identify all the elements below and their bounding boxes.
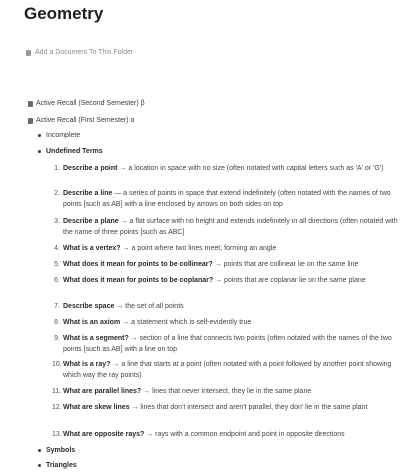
list-item-text <box>63 188 407 210</box>
list-item-text <box>63 243 276 254</box>
answer-text: → rays with a common endpoint and point in opposite directions <box>144 431 345 438</box>
list-item-text <box>63 429 345 440</box>
question-text: What are parallel lines? <box>63 388 142 395</box>
list-item-number: 9. <box>54 335 60 342</box>
list-item-text <box>63 359 407 381</box>
list-item <box>52 402 407 413</box>
tree-item-triangles[interactable] <box>38 461 77 470</box>
answer-text: → a point where two lines meet, forming an angle <box>120 245 277 252</box>
bullet-icon <box>38 134 41 137</box>
page-title: Geometry <box>24 4 104 23</box>
bullet-icon <box>38 150 41 153</box>
question-text: What is a vertex? <box>63 245 121 252</box>
list-item <box>52 429 407 440</box>
list-item-number: 7. <box>54 303 60 310</box>
question-text: Describe a line <box>63 190 113 197</box>
document-icon <box>28 101 33 107</box>
tree-item-label: Undefined Terms <box>46 148 103 155</box>
list-item-number: 1. <box>54 165 60 172</box>
bullet-icon <box>38 464 41 467</box>
list-item <box>52 386 407 397</box>
list-item <box>52 216 407 238</box>
list-item <box>52 333 407 355</box>
list-item-number: 12. <box>52 404 62 411</box>
answer-text: → a statement which is self-evidently true <box>120 319 252 326</box>
question-text: What does it mean for points to be collinear? <box>63 261 213 268</box>
answer-text: → a flat surface with no height and extends indefinitely in all directions (often notated with the name of three points [such as ABC] <box>63 218 398 236</box>
tree-item-label: Triangles <box>46 462 77 469</box>
question-text: What is a ray? <box>63 361 111 368</box>
list-item-text <box>63 275 366 286</box>
answer-text: → the set of all points <box>114 303 184 310</box>
tree-item-label: Incomplete <box>46 132 81 139</box>
list-item-number: 4. <box>54 245 60 252</box>
list-item-number: 11. <box>52 388 62 395</box>
bullet-icon <box>38 449 41 452</box>
tree-item-symbols[interactable] <box>38 446 75 455</box>
list-item-number: 8. <box>54 319 60 326</box>
question-text: Describe a point <box>63 165 118 172</box>
question-text: Describe a plane <box>63 218 119 225</box>
list-item-text <box>63 333 407 355</box>
document-icon <box>26 50 31 56</box>
list-item <box>52 188 407 210</box>
tree-item-undefined-terms[interactable] <box>38 147 103 156</box>
answer-text: → lines that don't intersect and aren't parallel, they don' lie in the same plant <box>129 404 368 411</box>
list-item <box>52 317 407 328</box>
answer-text: → a location in space with no size (often notated with capital letters such as 'A' or 'G') <box>117 165 384 172</box>
question-text: What is an axiom <box>63 319 121 326</box>
tree-item-first-semester[interactable] <box>28 116 135 125</box>
question-text: What are skew lines <box>63 404 130 411</box>
list-item <box>52 301 407 312</box>
answer-text: → a line that starts at a point (often notated with a point followed by another point showing which way the ray points) <box>63 361 392 379</box>
list-item <box>52 163 407 174</box>
document-icon <box>28 118 33 124</box>
tree-item-label: Active Recall (Second Semester) β <box>36 100 145 107</box>
list-item-number: 10. <box>52 361 62 368</box>
answer-text: → section of a line that connects two points (often notated with the names of the two points [such as AB] with a line on top <box>63 335 392 353</box>
question-text: What is a segment? <box>63 335 129 342</box>
answer-text: → points that are collinear lie on the same line <box>212 261 359 268</box>
answer-text: → lines that never intersect, they lie in the same plane <box>141 388 312 395</box>
answer-text: → points that are coplanar lie on the same plane <box>213 277 366 284</box>
list-item <box>52 243 407 254</box>
list-item-number: 6. <box>54 277 60 284</box>
list-item-text <box>63 259 358 270</box>
question-text: What are opposite rays? <box>63 431 145 438</box>
list-item-number: 3. <box>54 218 60 225</box>
add-document-label: Add a Document To This Folder <box>35 49 134 56</box>
tree-item-label: Symbols <box>46 447 76 454</box>
question-text: What does it mean for points to be coplanar? <box>63 277 214 284</box>
list-item <box>52 359 407 381</box>
list-item-text <box>63 317 251 328</box>
list-item-number: 2. <box>54 190 60 197</box>
question-text: Describe space <box>63 303 115 310</box>
list-item-text <box>63 216 407 238</box>
list-item-text <box>63 301 184 312</box>
tree-item-incomplete[interactable] <box>38 131 80 140</box>
list-item-text <box>63 386 311 397</box>
tree-item-label: Active Recall (First Semester) α <box>36 117 135 124</box>
list-item <box>52 259 407 270</box>
list-item-text <box>63 402 367 413</box>
list-item-number: 13. <box>52 431 62 438</box>
answer-text: — a series of points in space that extend indefinitely (often notated with the names of two points [such as AB] with a line enclosed by arrows on both sides on top <box>63 190 391 208</box>
list-item <box>52 275 407 286</box>
tree-item-second-semester[interactable] <box>28 99 145 108</box>
add-document-link[interactable] <box>26 49 133 56</box>
list-item-text <box>63 163 384 174</box>
list-item-number: 5. <box>54 261 60 268</box>
